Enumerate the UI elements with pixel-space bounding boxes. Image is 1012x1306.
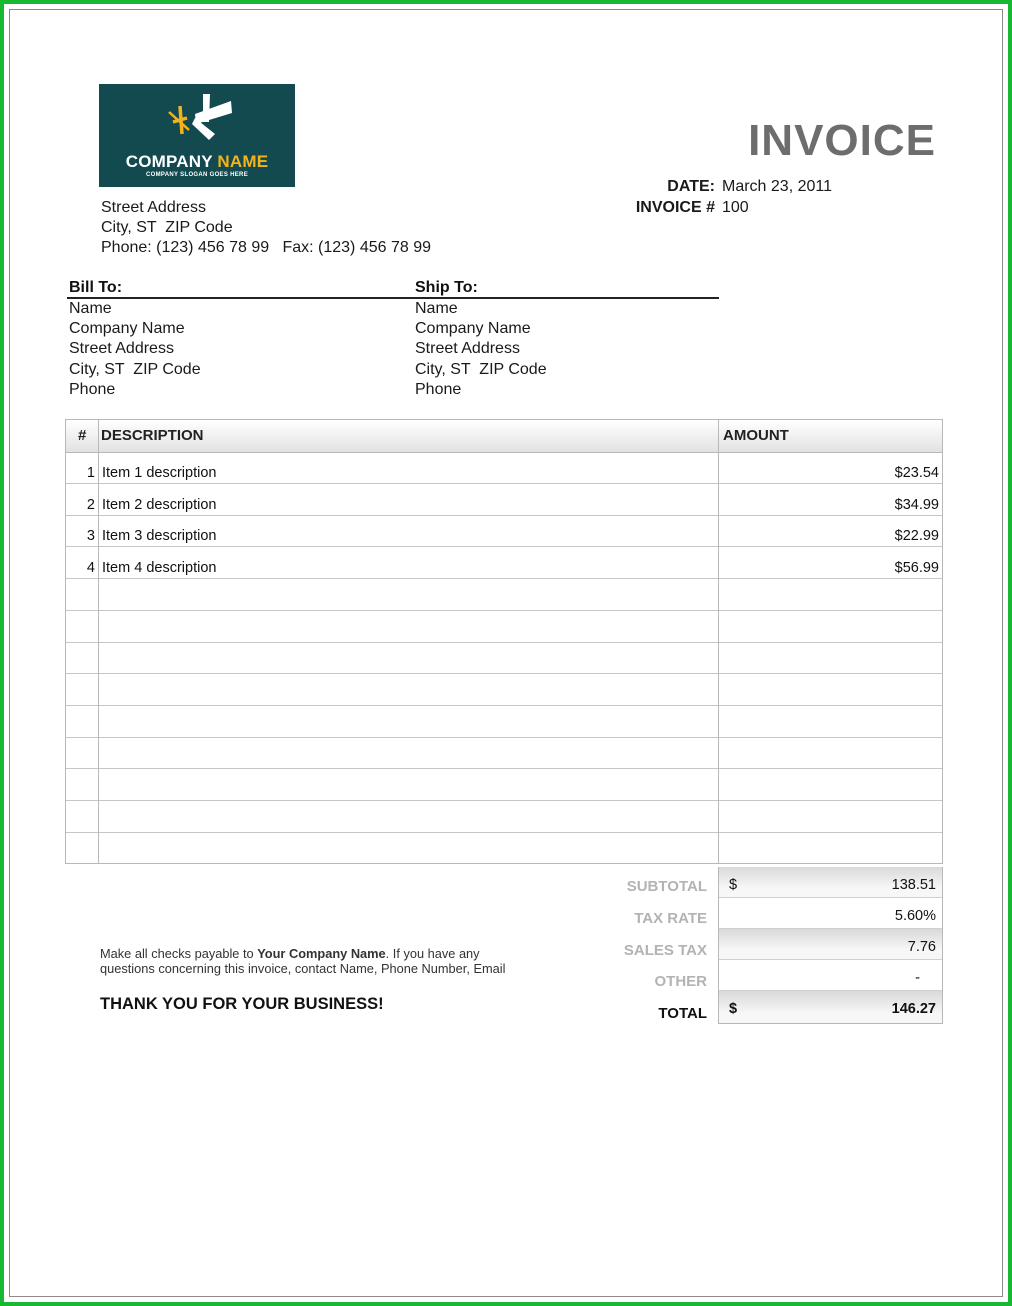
table-row <box>66 452 942 484</box>
subtotal-row <box>719 867 942 898</box>
row-amount: $34.99 <box>894 496 939 513</box>
company-phone-fax: Phone: (123) 456 78 99 Fax: (123) 456 78 99 <box>101 239 432 256</box>
company-logo <box>99 84 295 187</box>
tax-rate-row <box>719 898 942 929</box>
ship-to-street: Street Address <box>415 340 520 358</box>
row-number: 3 <box>86 528 95 545</box>
subtotal-label: SUBTOTAL <box>626 878 707 895</box>
note-text-after: . If you have any questions concerning this invoice, contact Name, Phone Number, Email <box>100 946 506 976</box>
thank-you-message: THANK YOU FOR YOUR BUSINESS! <box>100 995 384 1013</box>
other-row <box>719 960 942 991</box>
invoice-number-value: 100 <box>722 199 749 216</box>
column-divider <box>718 420 719 863</box>
table-row <box>66 547 942 579</box>
table-row <box>66 484 942 516</box>
bill-to-company: Company Name <box>69 320 185 338</box>
row-amount: $56.99 <box>894 560 939 577</box>
logo-name-part1: COMPANY <box>125 152 213 171</box>
note-company-name: Your Company Name <box>257 946 386 961</box>
company-street: Street Address <box>101 199 206 216</box>
table-row <box>66 832 942 864</box>
items-table <box>65 419 943 864</box>
sales-tax-row <box>719 929 942 960</box>
row-number: 1 <box>86 465 95 481</box>
tax-rate-label: TAX RATE <box>634 910 707 927</box>
table-row <box>66 801 942 833</box>
sales-tax-label: SALES TAX <box>623 942 707 959</box>
bill-to-phone: Phone <box>69 380 116 398</box>
ship-to-name: Name <box>415 300 458 317</box>
other-label: OTHER <box>654 973 707 990</box>
sales-tax-value: 7.76 <box>907 939 936 955</box>
table-row <box>66 515 942 547</box>
column-divider <box>98 420 99 863</box>
row-amount: $22.99 <box>894 528 939 545</box>
ship-to-title: Ship To: <box>415 279 478 296</box>
table-row <box>66 642 942 674</box>
other-value: - <box>915 970 920 986</box>
invoice-title: INVOICE <box>748 116 936 165</box>
payment-note <box>100 946 530 976</box>
row-description: Item 4 description <box>102 560 217 577</box>
table-row <box>66 769 942 801</box>
tax-rate-value: 5.60% <box>894 908 936 924</box>
logo-slogan: COMPANY SLOGAN GOES HERE <box>146 172 248 178</box>
company-city-line: City, ST ZIP Code <box>101 219 233 236</box>
table-row <box>66 674 942 706</box>
table-row <box>66 706 942 738</box>
header-number: # <box>78 427 87 444</box>
table-row <box>66 579 942 611</box>
bill-to-city: City, ST ZIP Code <box>69 360 201 378</box>
totals-box <box>718 867 943 1024</box>
invoice-number-label: INVOICE # <box>635 199 715 216</box>
row-description: Item 1 description <box>102 465 217 481</box>
logo-company-name <box>99 152 295 172</box>
row-description: Item 2 description <box>102 496 217 513</box>
header-amount: AMOUNT <box>723 427 789 444</box>
total-value: 146.27 <box>891 1001 936 1017</box>
logo-name-part2: NAME <box>217 152 269 171</box>
ship-to-block <box>415 299 547 400</box>
table-row <box>66 737 942 769</box>
bill-to-name: Name <box>69 300 112 317</box>
table-row <box>66 611 942 643</box>
row-amount: $23.54 <box>894 465 939 481</box>
items-table-header <box>66 420 942 453</box>
note-text-before: Make all checks payable to <box>100 946 258 961</box>
total-currency: $ <box>729 1001 738 1017</box>
row-number: 4 <box>86 560 95 577</box>
date-label: DATE: <box>667 178 715 195</box>
bill-to-block <box>69 299 201 400</box>
header-description: DESCRIPTION <box>101 427 204 444</box>
ship-to-company: Company Name <box>415 320 531 338</box>
subtotal-value: 138.51 <box>891 877 936 893</box>
row-description: Item 3 description <box>102 528 217 545</box>
total-label: TOTAL <box>658 1005 707 1022</box>
ship-to-phone: Phone <box>415 380 462 398</box>
date-value: March 23, 2011 <box>722 178 832 195</box>
ship-to-city: City, ST ZIP Code <box>415 360 547 378</box>
subtotal-currency: $ <box>729 877 738 893</box>
bill-to-title: Bill To: <box>69 279 123 296</box>
row-number: 2 <box>86 496 95 513</box>
total-row <box>719 991 942 1023</box>
bill-to-street: Street Address <box>69 340 174 358</box>
